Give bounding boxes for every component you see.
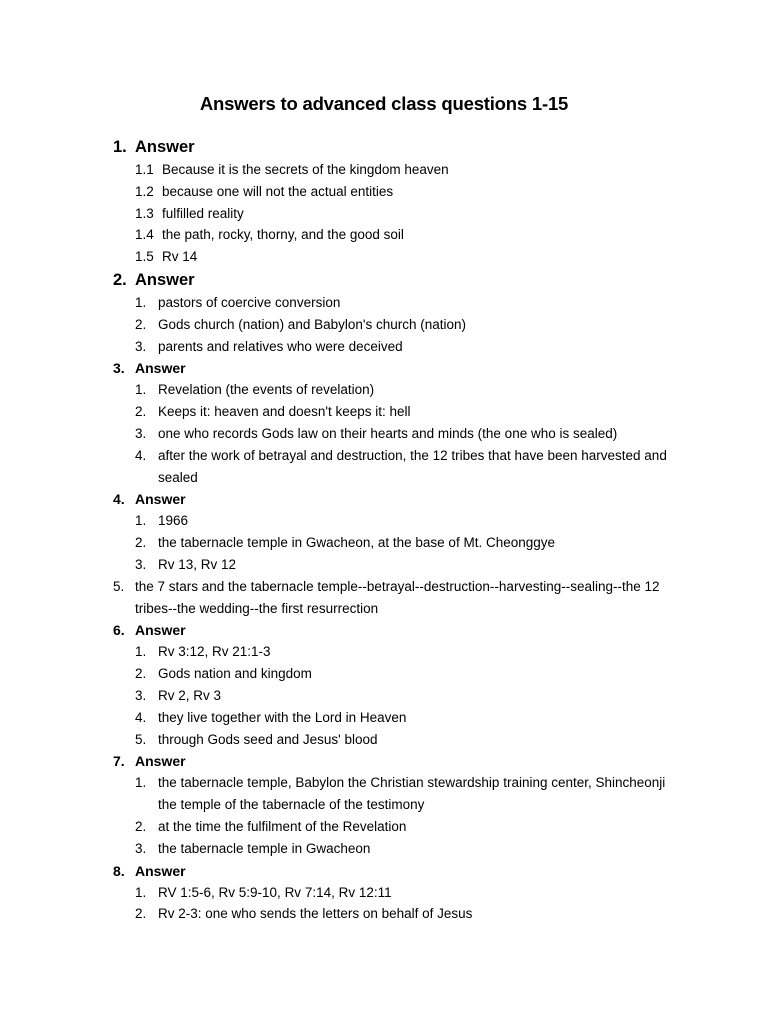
item-text: 1966 [158, 513, 189, 529]
item-number: 1. [135, 775, 147, 791]
item-number: 4. [135, 447, 147, 463]
section-heading [108, 135, 668, 159]
list-item [108, 707, 668, 729]
list-item [108, 882, 668, 904]
list-item [108, 554, 668, 576]
document-title: Answers to advanced class questions 1-15 [199, 93, 569, 114]
list-item [108, 641, 668, 663]
list-item [108, 159, 668, 181]
item-text: at the time the fulfilment of the Revelation [158, 818, 407, 834]
item-text: parents and relatives who were deceived [158, 338, 403, 354]
item-text: RV 1:5-6, Rv 5:9-10, Rv 7:14, Rv 12:11 [158, 884, 392, 900]
item-number: 2. [135, 906, 147, 922]
list-item [108, 379, 668, 401]
section-heading-text: Answer [135, 360, 186, 377]
section-heading [108, 268, 668, 292]
item-text: Rv 3:12, Rv 21:1-3 [158, 644, 271, 660]
section-number: 6. [113, 622, 125, 639]
item-number: 2. [135, 535, 147, 551]
item-number: 2. [135, 666, 147, 682]
list-item [108, 816, 668, 838]
list-item [108, 181, 668, 203]
section-heading [108, 860, 668, 882]
item-number: 2. [135, 818, 147, 834]
section-number: 8. [113, 862, 125, 879]
list-item [108, 224, 668, 246]
item-number: 1.3 [135, 205, 154, 221]
list-item [108, 838, 668, 860]
item-number: 2. [135, 404, 147, 420]
item-text: after the work of betrayal and destruction, the 12 tribes that have been harvested and sealed [158, 447, 667, 485]
list-item [108, 903, 668, 925]
item-text: the tabernacle temple in Gwacheon [158, 840, 371, 856]
item-text: they live together with the Lord in Heaven [158, 709, 407, 725]
list-item [108, 336, 668, 358]
item-text: the tabernacle temple in Gwacheon, at the base of Mt. Cheonggye [158, 535, 555, 551]
item-text: Rv 13, Rv 12 [158, 556, 237, 572]
section-heading-text: Answer [135, 862, 186, 879]
item-text: Rv 14 [162, 249, 198, 265]
item-text: Gods church (nation) and Babylon's church (nation) [158, 316, 466, 332]
item-text: Because it is the secrets of the kingdom heaven [162, 162, 449, 177]
section-heading-text: Answer [135, 491, 186, 508]
list-item [108, 423, 668, 445]
item-number: 3. [135, 556, 147, 572]
section-heading [108, 619, 668, 641]
section-heading-text: Answer [135, 270, 195, 289]
item-text: Keeps it: heaven and doesn't keeps it: hell [158, 404, 411, 420]
item-number: 3. [135, 425, 147, 441]
item-text: Rv 2, Rv 3 [158, 687, 222, 703]
item-number: 1.5 [135, 249, 154, 265]
section-number: 7. [113, 753, 125, 770]
section-heading [108, 750, 668, 772]
item-number: 4. [135, 709, 147, 725]
item-number: 1. [135, 382, 147, 398]
list-item [108, 729, 668, 751]
item-number: 3. [135, 840, 147, 856]
item-number: 2. [135, 316, 147, 332]
list-item [108, 246, 668, 268]
answers-list [108, 135, 668, 925]
section-heading [108, 488, 668, 510]
list-item [108, 772, 668, 816]
section-number: 5. [113, 578, 125, 594]
plain-answer-text: the 7 stars and the tabernacle temple--betrayal--destruction--harvesting--sealing--the 12 tribes--the wedding--the first resurrection [135, 578, 660, 616]
section-number: 2. [113, 270, 127, 289]
list-item [108, 401, 668, 423]
item-text: one who records Gods law on their hearts and minds (the one who is sealed) [158, 425, 618, 441]
list-item [108, 203, 668, 225]
item-text: pastors of coercive conversion [158, 294, 341, 310]
section-heading [108, 357, 668, 379]
section-number: 1. [113, 138, 127, 156]
item-number: 1.1 [135, 162, 154, 177]
list-item [108, 292, 668, 314]
item-number: 3. [135, 338, 147, 354]
section-number: 3. [113, 360, 125, 377]
item-number: 3. [135, 687, 147, 703]
item-text: Rv 2-3: one who sends the letters on behalf of Jesus [158, 906, 473, 922]
list-item [108, 510, 668, 532]
item-number: 1.4 [135, 227, 154, 243]
section-heading-text: Answer [135, 138, 195, 156]
item-text: the path, rocky, thorny, and the good soil [162, 227, 404, 243]
item-text: fulfilled reality [162, 205, 244, 221]
item-number: 5. [135, 731, 147, 747]
item-text: because one will not the actual entities [162, 183, 394, 199]
list-item [108, 532, 668, 554]
item-number: 1.2 [135, 183, 154, 199]
section-heading-text: Answer [135, 753, 186, 770]
item-text: Gods nation and kingdom [158, 666, 312, 682]
section-heading-text: Answer [135, 622, 186, 639]
section-number: 4. [113, 491, 125, 508]
item-number: 1. [135, 644, 147, 660]
list-item [108, 445, 668, 489]
list-item [108, 663, 668, 685]
list-item [108, 685, 668, 707]
item-number: 1. [135, 294, 147, 310]
item-text: the tabernacle temple, Babylon the Christian stewardship training center, Shincheonji the temple of the tabernacle of the testimony [158, 775, 666, 813]
item-number: 1. [135, 884, 147, 900]
item-text: through Gods seed and Jesus' blood [158, 731, 378, 747]
item-text: Revelation (the events of revelation) [158, 382, 375, 398]
item-number: 1. [135, 513, 147, 529]
list-item [108, 314, 668, 336]
plain-answer [108, 576, 668, 620]
